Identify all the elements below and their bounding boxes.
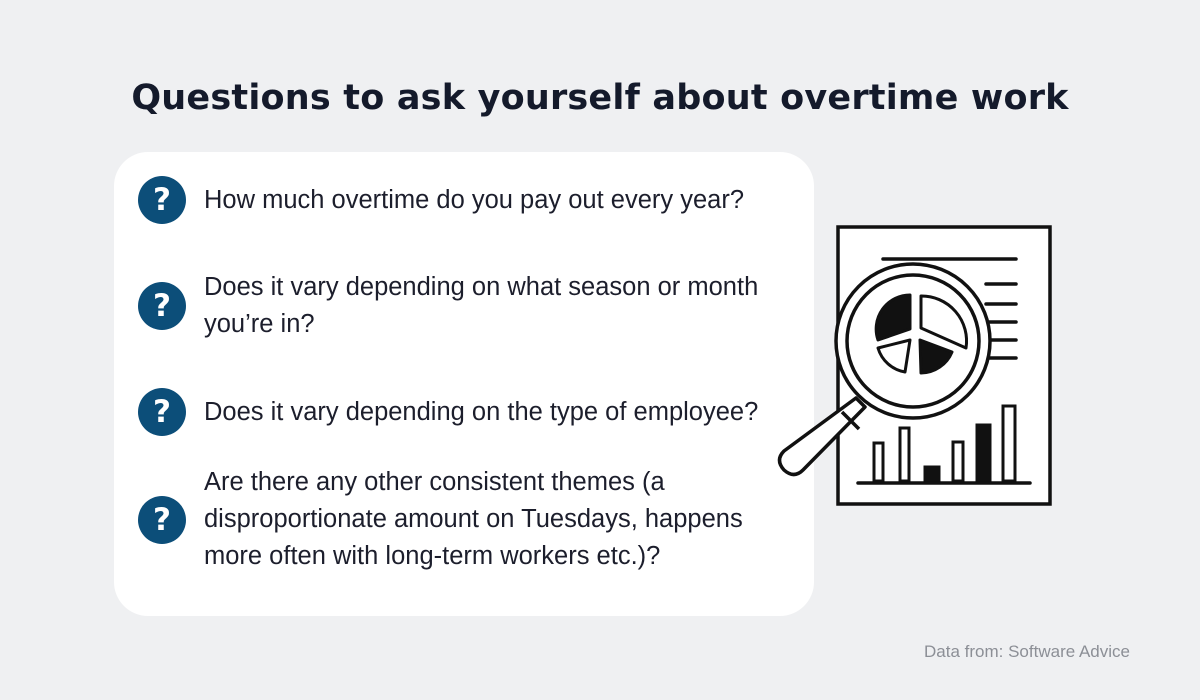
- question-text: Are there any other consistent themes (a disproportionate amount on Tuesdays, happens more often with long-term workers etc.)?: [204, 468, 743, 570]
- question-text: How much overtime do you pay out every year?: [204, 185, 745, 214]
- question-icon: ?: [138, 282, 186, 330]
- question-icon: ?: [138, 176, 186, 224]
- question-item: [138, 269, 788, 343]
- questions-card: [114, 152, 814, 616]
- question-icon: ?: [138, 496, 186, 544]
- question-item: [138, 176, 788, 224]
- question-icon: ?: [138, 388, 186, 436]
- page-title: Questions to ask yourself about overtime work: [131, 78, 1069, 118]
- question-text: Does it vary depending on what season or month you’re in?: [204, 273, 759, 338]
- source-note: Data from: Software Advice: [924, 642, 1130, 661]
- question-item: [138, 464, 788, 575]
- question-item: [138, 388, 788, 436]
- magnifying-glass-report-icon: [770, 222, 1060, 512]
- question-text: Does it vary depending on the type of employee?: [204, 397, 759, 426]
